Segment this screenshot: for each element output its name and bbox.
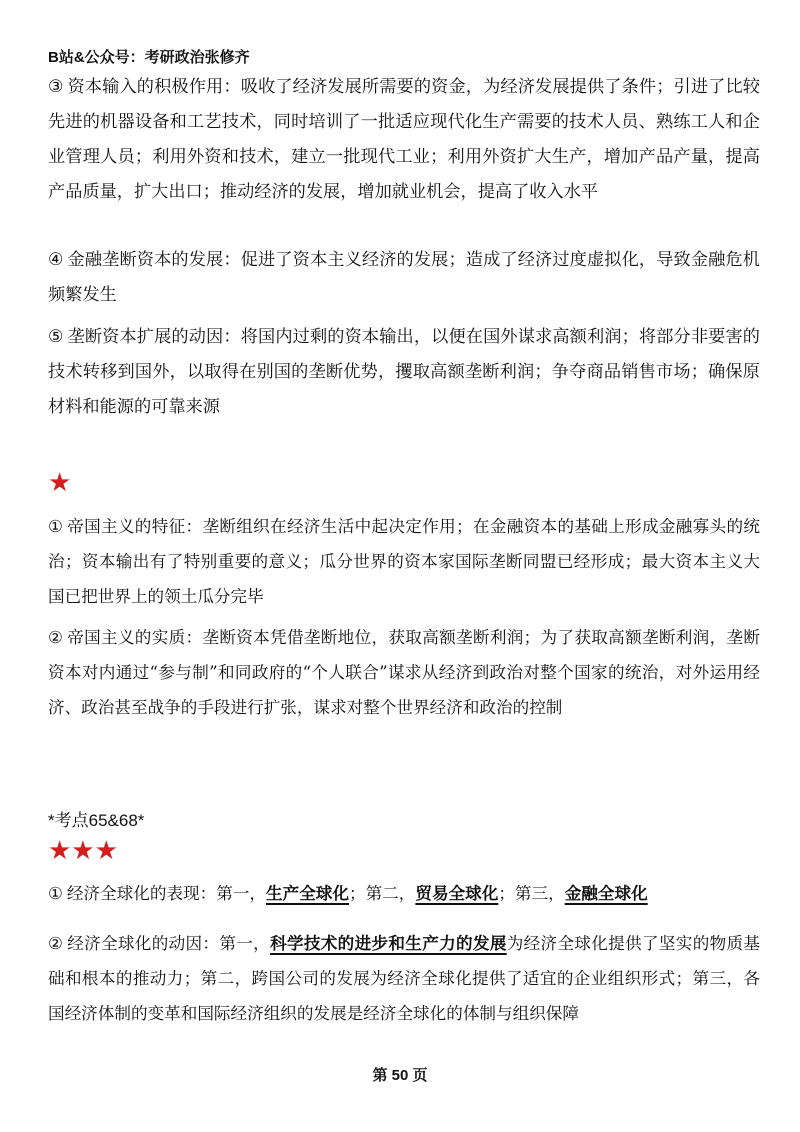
item-text: 促进了资本主义经济的发展；造成了经济过度虚拟化，导致金融危机频繁发生 bbox=[48, 250, 760, 305]
item-number: ② bbox=[48, 628, 64, 647]
highlight-trade: 贸易全球化 bbox=[415, 884, 499, 903]
text-fragment: 第一， bbox=[216, 884, 267, 903]
item-text: 将国内过剩的资本输出，以便在国外谋求高额利润；将部分非要害的技术转移到国外，以取得在别国的垄断优势，攫取高额垄断利润；争夺商品销售市场；确保原材料和能源的可靠来源 bbox=[48, 327, 760, 417]
page-number: 第 50 页 bbox=[372, 1067, 428, 1084]
item-imperialism-essence bbox=[48, 620, 760, 725]
item-label: 经济全球化的表现： bbox=[66, 884, 217, 903]
item-label: 经济全球化的动因： bbox=[67, 934, 220, 953]
item-text: 吸收了经济发展所需要的资金，为经济发展提供了条件；引进了比较先进的机器设备和工艺技术，同时培训了一批适应现代化生产需要的技术人员、熟练工人和企业管理人员；利用外资和技术，建立一批现代工业；利用外资扩大生产，增加产品产量，提高产品质量，扩大出口；推动经济的发展，增加就业机会，提高了收入水平 bbox=[48, 77, 760, 202]
item-number: ④ bbox=[48, 250, 64, 270]
item-number: ③ bbox=[48, 77, 64, 97]
item-text: 垄断组织在经济生活中起决定作用；在金融资本的基础上形成金融寡头的统治；资本输出有了特别重要的意义；瓜分世界的资本家国际垄断同盟已经形成；最大资本主义大国已把世界上的领土瓜分完毕 bbox=[48, 517, 760, 606]
item-label: 帝国主义的实质： bbox=[67, 628, 203, 647]
item-number: ① bbox=[48, 884, 63, 903]
item-label: 资本输入的积极作用： bbox=[67, 77, 241, 97]
highlight-production: 生产全球化 bbox=[266, 884, 349, 903]
item-monopoly-expansion bbox=[48, 320, 760, 425]
item-number: ② bbox=[48, 934, 64, 953]
item-capital-import bbox=[48, 70, 760, 210]
highlight-finance: 金融全球化 bbox=[564, 884, 648, 903]
item-number: ① bbox=[48, 517, 64, 536]
item-label: 金融垄断资本的发展： bbox=[67, 250, 241, 270]
item-label: 帝国主义的特征： bbox=[67, 517, 203, 536]
highlight-science-tech: 科学技术的进步和生产力的发展 bbox=[270, 934, 507, 953]
page-header: B站&公众号：考研政治张修齐 bbox=[48, 49, 250, 66]
text-fragment: 为经济全球化提供了坚实的物质基础和根本的推动力；第二，跨国公司的发展为经济全球化提供了适宜的企业组织形式；第三，各国经济体制的变革和国际经济组织的发展是经济全球化的体制与组织保障 bbox=[48, 934, 760, 1023]
exam-point-label: *考点65&68* bbox=[48, 811, 145, 830]
star-rating-icon: ★★★ bbox=[48, 836, 118, 866]
item-finance-monopoly bbox=[48, 243, 760, 313]
item-globalization-causes bbox=[48, 926, 760, 1031]
item-label: 垄断资本扩展的动因： bbox=[67, 327, 241, 347]
text-fragment: ；第二， bbox=[348, 884, 416, 903]
item-text: 垄断资本凭借垄断地位，获取高额垄断利润；为了获取高额垄断利润，垄断资本对内通过“参与制”和同政府的“个人联合”谋求从经济到政治对整个国家的统治，对外运用经济、政治甚至战争的手段进行扩张，谋求对整个世界经济和政治的控制 bbox=[48, 628, 760, 717]
item-number: ⑤ bbox=[48, 327, 64, 347]
text-fragment: 第一， bbox=[219, 934, 271, 953]
item-globalization-forms bbox=[48, 876, 760, 911]
item-imperialism-features bbox=[48, 509, 760, 614]
star-rating-icon: ★ bbox=[48, 468, 72, 498]
text-fragment: ；第三， bbox=[498, 884, 565, 903]
